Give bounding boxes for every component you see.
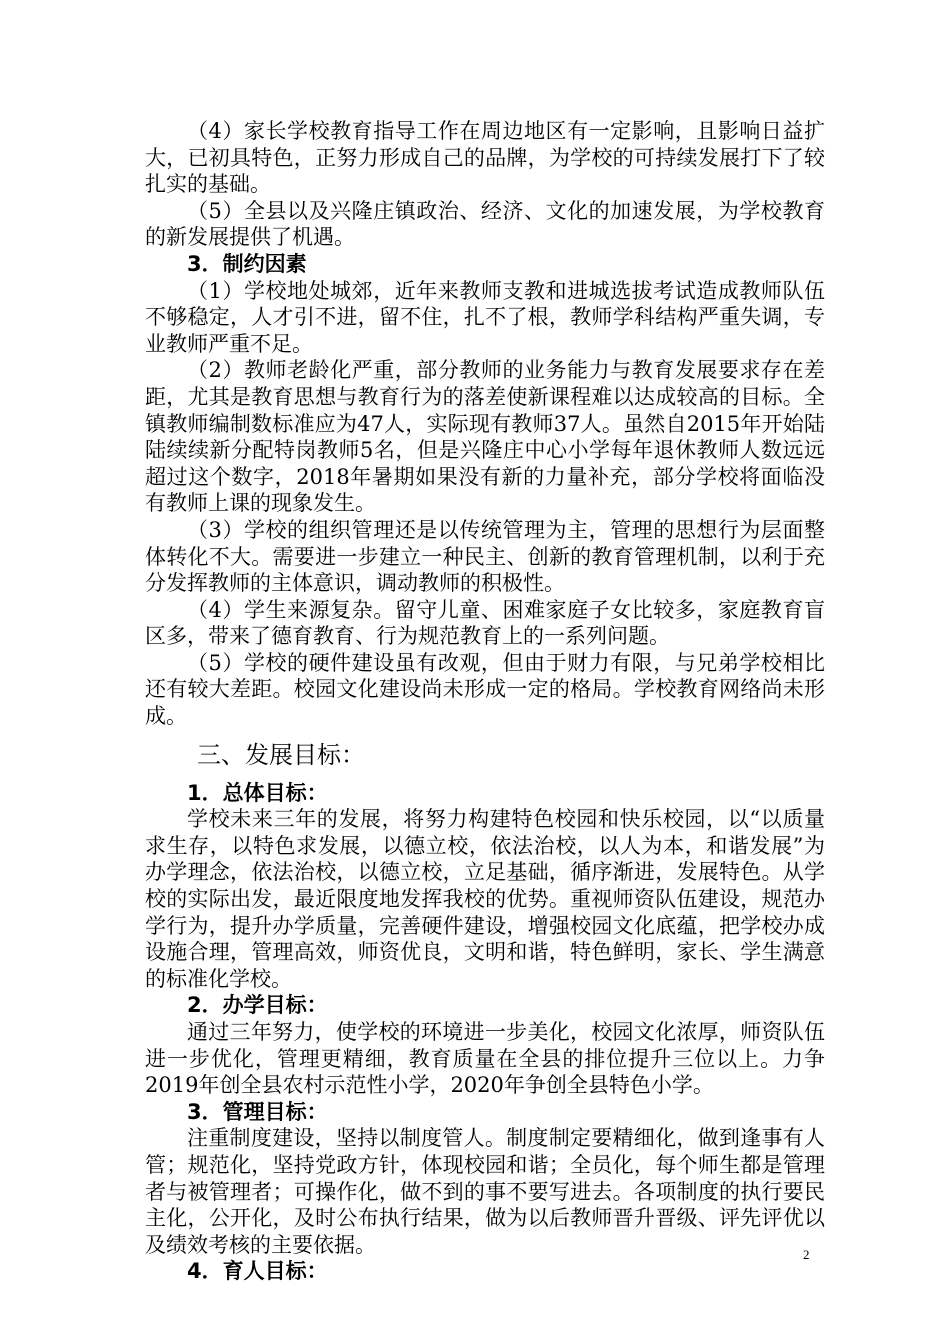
section-heading: 三、发展目标： — [197, 740, 365, 769]
paragraph: （1）学校地处城郊，近年来教师支教和进城选拔考试造成教师队伍不够稳定，人才引不进，留不住，扎不了根，教师学科结构严重失调，专业教师严重不足。 — [145, 278, 825, 356]
paragraph: （2）教师老龄化严重，部分教师的业务能力与教育发展要求存在差距，尤其是教育思想与教育行为的落差使新课程难以达成较高的目标。全镇教师编制数标准应为47人，实际现有教师37人。虽然自2015年开始陆陆续续新分配特岗教师5名，但是兴隆庄中心小学每年退休教师人数远远超过这个数字，2018年暑期如果没有新的力量补充，部分学校将面临没有教师上课的现象发生。 — [145, 358, 825, 516]
document-body — [145, 118, 825, 1285]
paragraph: （5）学校的硬件建设虽有改观，但由于财力有限，与兄弟学校相比还有较大差距。校园文化建设尚未形成一定的格局。学校教育网络尚未形成。 — [145, 650, 825, 729]
paragraph: 学校未来三年的发展，将努力构建特色校园和快乐校园，以“以质量求生存，以特色求发展，以德立校，依法治校，以人为本，和谐发展”为办学理念，依法治校，以德立校，立足基础，循序渐进，发展特色。从学校的实际出发，最近限度地发挥我校的优势。重视师资队伍建设，规范办学行为，提升办学质量，完善硬件建设，增强校园文化底蕴，把学校办成设施合理，管理高效，师资优良，文明和谐，特色鲜明，家长、学生满意的标准化学校。 — [145, 807, 825, 991]
paragraph: （4）家长学校教育指导工作在周边地区有一定影响，且影响日益扩大，已初具特色，正努力形成自己的品牌，为学校的可持续发展打下了较扎实的基础。 — [145, 119, 825, 197]
subheading: 3．制约因素 — [187, 251, 307, 276]
page-number: 2 — [803, 1247, 810, 1262]
subheading: 3．管理目标： — [187, 1099, 328, 1124]
subheading: 2．办学目标： — [187, 993, 328, 1018]
paragraph: （3）学校的组织管理还是以传统管理为主，管理的思想行为层面整体转化不大。需要进一步建立一种民主、创新的教育管理机制，以利于充分发挥教师的主体意识，调动教师的积极性。 — [145, 517, 825, 596]
paragraph: （5）全县以及兴隆庄镇政治、经济、文化的加速发展，为学校教育的新发展提供了机遇。 — [145, 198, 825, 250]
paragraph: 注重制度建设，坚持以制度管人。制度制定要精细化，做到逢事有人管；规范化，坚持党政方针，体现校园和谐；全员化，每个师生都是管理者与被管理者；可操作化，做不到的事不要写进去。各项制度的执行要民主化，公开化，及时公布执行结果，做为以后教师晋升晋级、评先评优以及绩效考核的主要依据。 — [145, 1126, 825, 1257]
paragraph: （4）学生来源复杂。留守儿童、困难家庭子女比较多，家庭教育盲区多，带来了德育教育、行为规范教育上的一系列问题。 — [145, 597, 825, 649]
subheading: 4．育人目标： — [187, 1259, 328, 1284]
paragraph: 通过三年努力，使学校的环境进一步美化，校园文化浓厚，师资队伍进一步优化，管理更精细，教育质量在全县的排位提升三位以上。力争2019年创全县农村示范性小学，2020年争创全县特色小学。 — [145, 1020, 825, 1098]
subheading: 1．总体目标： — [187, 780, 328, 805]
